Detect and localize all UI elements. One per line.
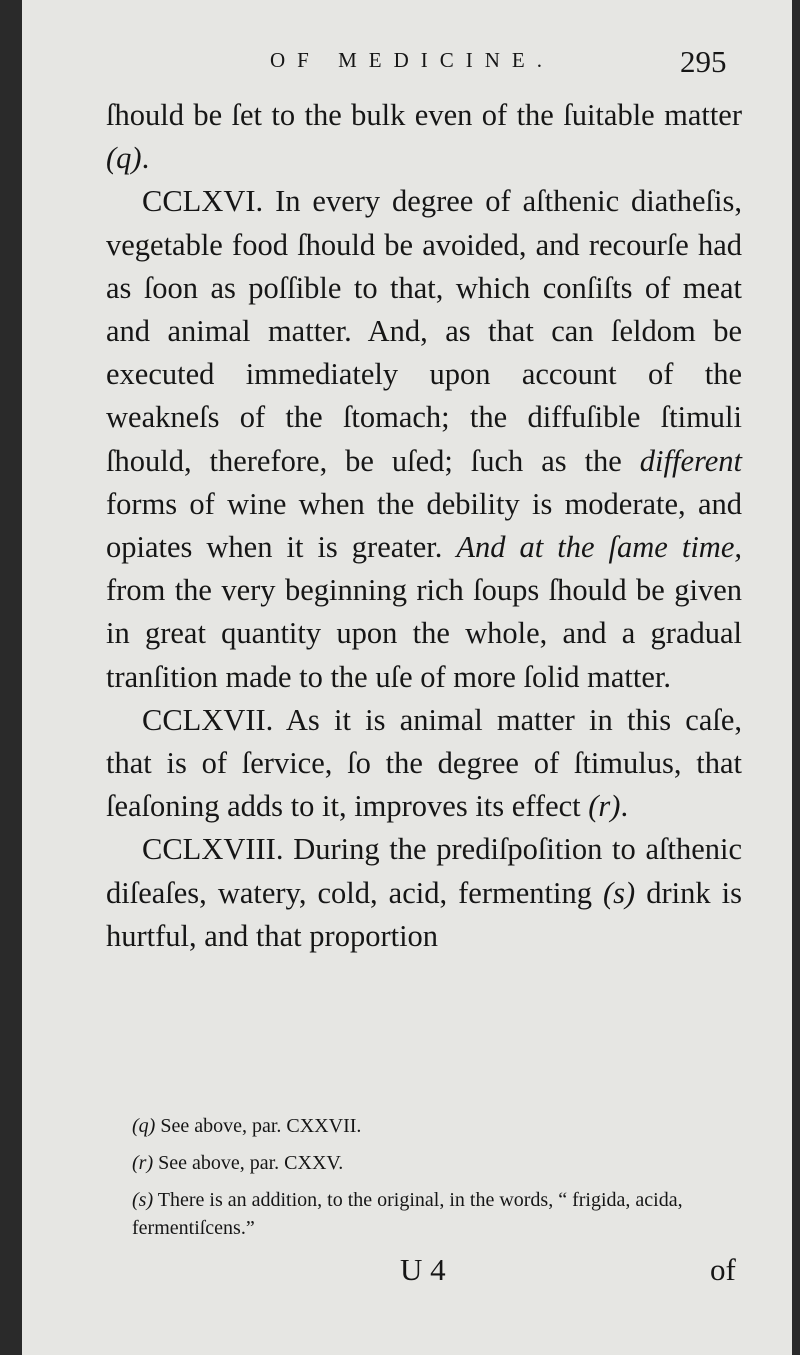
paragraph-number: CCLXVIII. (142, 832, 284, 867)
paragraph-text: forms of wine when the debility is moderate, and opiates when it is greater. (106, 486, 742, 565)
paragraph-end: . (141, 141, 150, 176)
catchword: of (710, 1252, 736, 1287)
footnote-mark: (r) (132, 1152, 154, 1174)
footnote-ref-q: (q) (106, 141, 142, 176)
paragraph-cclxvi (106, 180, 742, 698)
footnote-text: See above, par. CXXV. (158, 1152, 344, 1174)
footnote-mark: (q) (132, 1115, 156, 1137)
footnote-text: See above, par. CXXVII. (160, 1115, 362, 1137)
page-footer (22, 1252, 792, 1302)
paragraph-continuation (106, 94, 742, 180)
paragraph-text: In every degree of aſthenic diatheſis, vegetable food ſhould be avoided, and recourſe had as ſoon as poſſible to that, which conſiſts of meat and animal matter. And, as that can ſeldom be executed immediately upon account of the weakneſs of the ſtomach; the diffuſible ſtimuli ſhould, therefore, be uſed; ſuch as the (106, 184, 742, 478)
paragraph-number: CCLXVII. (142, 702, 274, 737)
paragraph-text: As it is animal matter in this caſe, that is of ſervice, ſo the degree of ſtimulus, that ſeaſoning adds to it, improves its effect (106, 702, 742, 824)
paragraph-cclxviii (106, 828, 742, 958)
footnote-r (132, 1149, 744, 1177)
running-title: OF MEDICINE. (270, 48, 554, 72)
footnote-ref-r: (r) (588, 789, 621, 824)
paragraph-text: During the prediſpoſition to aſthenic diſeaſes, watery, cold, acid, fermenting (106, 832, 743, 910)
book-page (22, 0, 792, 1355)
paragraph-end: . (620, 789, 629, 824)
paragraph-text: ſhould be ſet to the bulk even of the ſuitable matter (106, 98, 742, 132)
page-number: 295 (680, 44, 727, 79)
footnote-text: There is an addition, to the original, in the words, “ frigida, acida, fermentiſcens.” (132, 1189, 683, 1239)
italic-text: And at the ſame time, (456, 530, 742, 565)
paragraph-cclxvii (106, 699, 742, 829)
signature-mark: U 4 (400, 1252, 446, 1287)
paragraph-text: from the very beginning rich ſoups ſhould be given in great quantity upon the whole, and a gradual tranſition made to the uſe of more ſolid matter. (106, 573, 742, 694)
page-header (22, 44, 792, 88)
footnote-q (132, 1112, 744, 1140)
footnotes (132, 1112, 744, 1251)
footnote-s (132, 1186, 744, 1242)
italic-text: different (639, 443, 742, 478)
body-text (106, 94, 742, 958)
footnote-mark: (s) (132, 1189, 154, 1211)
paragraph-number: CCLXVI. (142, 184, 264, 219)
paragraph-text: drink is hurtful, and that proportion (106, 875, 743, 953)
footnote-ref-s: (s) (603, 875, 636, 910)
